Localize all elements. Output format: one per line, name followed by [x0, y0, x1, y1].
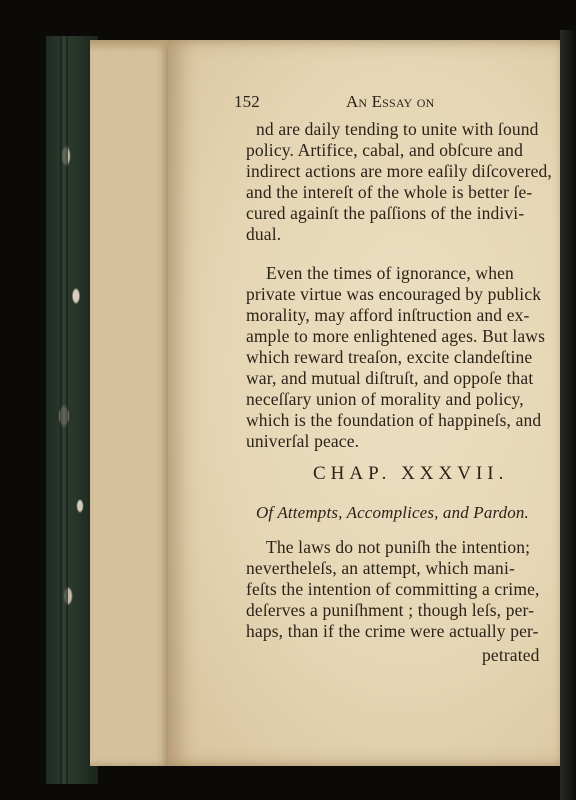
text-line: which is the foundation of happineſs, and — [246, 410, 542, 430]
text-line: univerſal peace. — [246, 431, 360, 451]
catchword: petrated — [482, 645, 540, 665]
text-line: Even the times of ignorance, when — [266, 263, 514, 283]
paragraph-3 — [246, 537, 540, 642]
text-line: morality, may afford inſtruction and ex- — [246, 305, 530, 325]
paragraph-1 — [246, 119, 552, 245]
chapter-subtitle: Of Attempts, Accomplices, and Pardon. — [256, 503, 529, 522]
text-line: nd are daily tending to unite with ſound — [256, 119, 539, 139]
page-edges — [90, 40, 170, 766]
text-line: The laws do not puniſh the intention; — [266, 537, 531, 557]
text-line: dual. — [246, 224, 282, 244]
running-title: An Essay on — [346, 92, 435, 111]
text-line: nevertheleſs, an attempt, which mani- — [246, 558, 515, 578]
text-line: war, and mutual diſtruſt, and oppoſe that — [246, 368, 534, 388]
chapter-heading: CHAP. XXXVII. — [313, 463, 509, 484]
text-line: haps, than if the crime were actually per- — [246, 621, 539, 641]
paragraph-2 — [246, 263, 545, 452]
text-line: ample to more enlightened ages. But laws — [246, 326, 546, 346]
text-line: private virtue was encouraged by publick — [246, 284, 542, 304]
text-line: which reward treaſon, excite clandeſtine — [246, 347, 533, 367]
text-line: neceſſary union of morality and policy, — [246, 389, 524, 409]
text-line: indirect actions are more eaſily diſcovered, — [246, 161, 552, 181]
text-line: deſerves a puniſhment ; though leſs, per- — [246, 600, 535, 620]
cover-spine-edge — [60, 36, 68, 784]
background-shadow — [560, 30, 576, 800]
text-line: and the intereſt of the whole is better ſe- — [246, 182, 533, 202]
text-line: cured againſt the paſſions of the indivi- — [246, 203, 525, 223]
text-line: feſts the intention of committing a crime, — [246, 579, 540, 599]
text-line: policy. Artifice, cabal, and obſcure and — [246, 140, 523, 160]
page-number: 152 — [234, 92, 260, 111]
